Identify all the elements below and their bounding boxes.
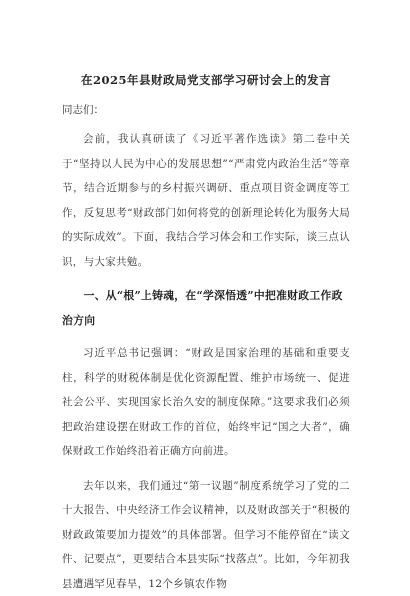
- section-1-paragraph-2: 去年以来，我们通过“第一议题”制度系统学习了党的二十大报告、中央经济工作会议精神，以及财政部关于“积极的财政政策要加力提效”的具体部署。但学习不能停留在“读文件、记要点”，更要结合本县实际“找落点”。比如，今年初我县遭遇罕见春旱，12个乡镇农作物: [62, 474, 350, 596]
- section-1-paragraph-1: 习近平总书记强调：“财政是国家治理的基础和重要支柱，科学的财税体制是优化资源配置、维护市场统一、促进社会公平、实现国家长治久安的制度保障。”这要求我们必须把政治建设摆在财政工作的首位，始终牢记“国之大者”，确保财政工作始终沿着正确方向前进。: [62, 341, 350, 464]
- section-1-heading: 一、从“根”上铸魂，在“学深悟透”中把准财政工作政治方向: [62, 284, 350, 333]
- salutation: 同志们：: [62, 102, 350, 117]
- intro-paragraph: 会前，我认真研读了《习近平著作选读》第二卷中关于“坚持以人民为中心的发展思想”“严肃党内政治生活”等章节，结合近期参与的乡村振兴调研、重点项目资金调度等工作，反复思考“财政部门如何将党的创新理论转化为服务大局的实际成效”。下面，我结合学习体会和工作实际，谈三点认识，与大家共勉。: [62, 127, 350, 274]
- document-title: 在2025年县财政局党支部学习研讨会上的发言: [62, 72, 350, 88]
